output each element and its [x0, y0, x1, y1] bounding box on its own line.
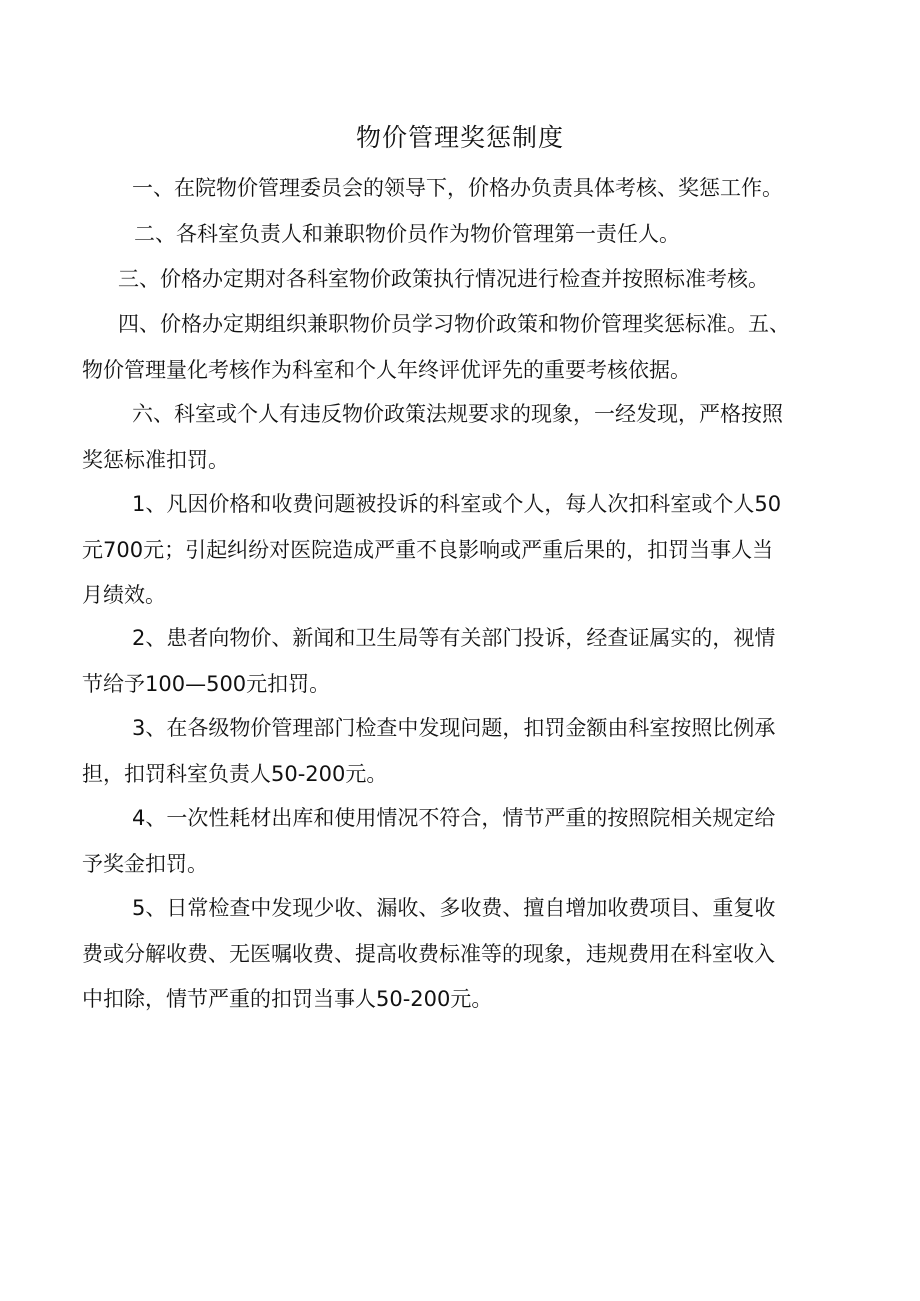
paragraph-line: 三、价格办定期对各科室物价政策执行情况进行检查并按照标准考核。 — [118, 267, 769, 291]
paragraph-1 — [82, 166, 852, 212]
paragraph-line: 物价管理量化考核作为科室和个人年终评优评先的重要考核依据。 — [82, 357, 691, 382]
paragraph-10 — [82, 886, 852, 1023]
paragraph-line: 中扣除，情节严重的扣罚当事人50-200元。 — [82, 987, 493, 1011]
paragraph-line: 1、凡因价格和收费问题被投诉的科室或个人，每人次扣科室或个人50 — [132, 492, 782, 516]
paragraph-line: 担，扣罚科室负责人50-200元。 — [82, 761, 388, 786]
paragraph-9 — [82, 796, 852, 887]
paragraph-2 — [82, 212, 852, 258]
paragraph-5 — [82, 392, 852, 483]
paragraph-line: 四、价格办定期组织兼职物价员学习物价政策和物价管理奖惩标准。五、 — [118, 312, 790, 336]
paragraph-line: 3、在各级物价管理部门检查中发现问题，扣罚金额由科室按照比例承 — [132, 716, 776, 740]
document-title: 物价管理奖惩制度 — [355, 123, 564, 152]
paragraph-4 — [82, 302, 852, 393]
paragraph-line: 予奖金扣罚。 — [82, 851, 208, 876]
paragraph-8 — [82, 706, 852, 797]
paragraph-line: 费或分解收费、无医嘱收费、提高收费标准等的现象，违规费用在科室收入 — [82, 941, 775, 966]
paragraph-line: 一、在院物价管理委员会的领导下，价格办负责具体考核、奖惩工作。 — [132, 176, 783, 200]
paragraph-line: 二、各科室负责人和兼职物价员作为物价管理第一责任人。 — [134, 222, 680, 246]
paragraph-line: 奖惩标准扣罚。 — [82, 447, 229, 472]
paragraph-line: 2、患者向物价、新闻和卫生局等有关部门投诉，经查证属实的，视情 — [132, 626, 776, 650]
paragraph-7 — [82, 616, 852, 707]
paragraph-line: 4、一次性耗材出库和使用情况不符合，情节严重的按照院相关规定给 — [132, 806, 776, 830]
paragraph-line: 月绩效。 — [82, 583, 166, 607]
paragraph-6 — [82, 482, 852, 619]
paragraph-line: 六、科室或个人有违反物价政策法规要求的现象，一经发现，严格按照 — [132, 402, 783, 426]
paragraph-3 — [82, 257, 852, 303]
paragraph-line: 元700元；引起纠纷对医院造成严重不良影响或严重后果的，扣罚当事人当 — [82, 537, 774, 562]
paragraph-line: 节给予100—500元扣罚。 — [82, 671, 331, 696]
paragraph-line: 5、日常检查中发现少收、漏收、多收费、擅自增加收费项目、重复收 — [132, 896, 776, 920]
